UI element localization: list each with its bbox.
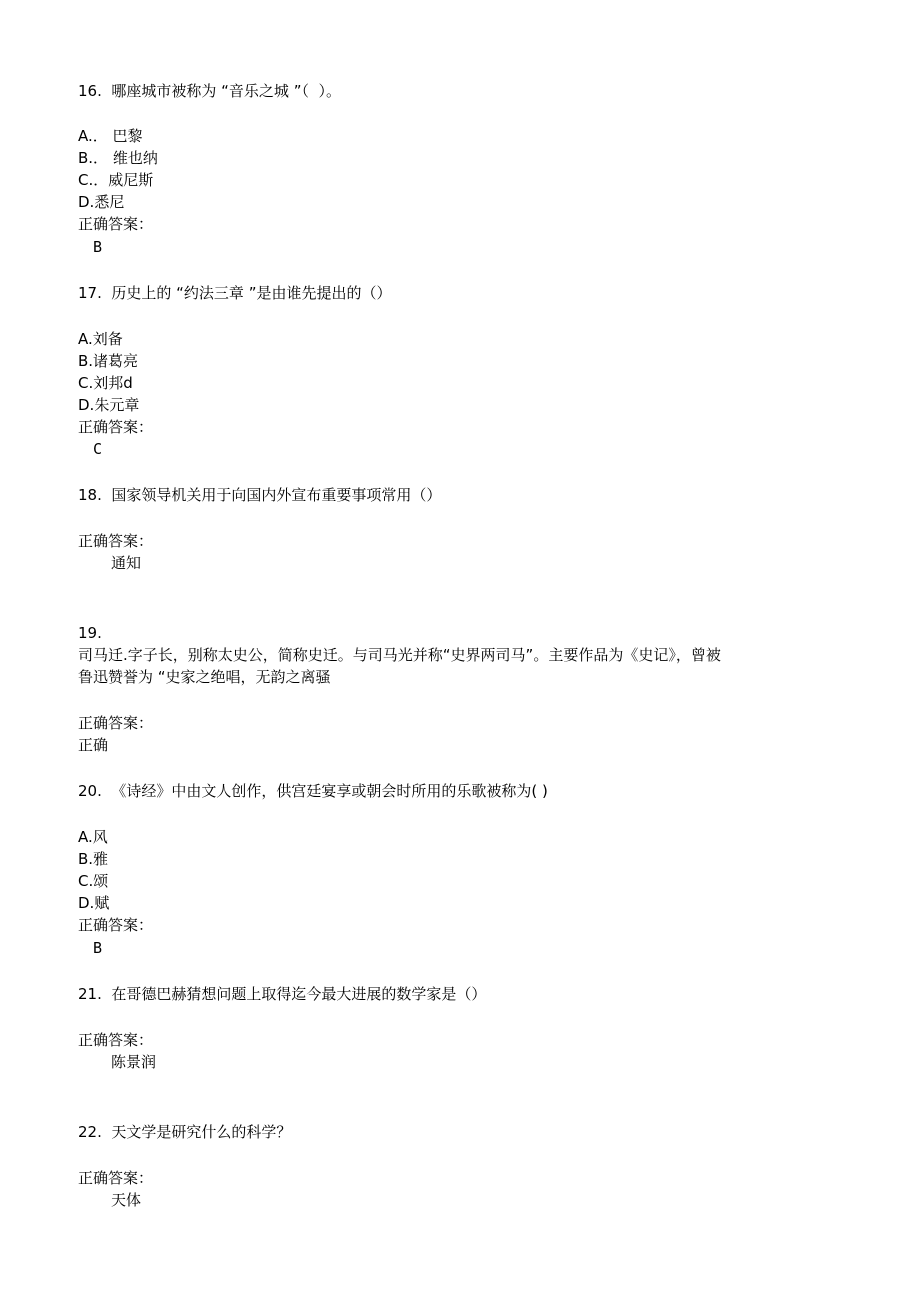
question-17-option-c: C.刘邦d: [78, 374, 133, 392]
question-17-answer: C: [93, 440, 103, 458]
question-20-stem: 20. 《诗经》中由文人创作，供宫廷宴享或朝会时所用的乐歌被称为( ): [78, 782, 548, 800]
question-19-number: 19.: [78, 624, 102, 642]
question-16-answer: B: [93, 238, 103, 256]
question-17-stem: 17. 历史上的 “约法三章 ”是由谁先提出的（）: [78, 284, 392, 302]
question-18-answer: 通知: [111, 554, 142, 572]
question-21-stem: 21. 在哥德巴赫猜想问题上取得迄今最大进展的数学家是（）: [78, 985, 487, 1003]
question-16-answer-label: 正确答案：: [78, 215, 154, 233]
question-20-answer-label: 正确答案：: [78, 916, 154, 934]
question-20-option-c: C.颂: [78, 872, 109, 890]
question-20-option-b: B.雅: [78, 850, 109, 868]
question-21-answer-label: 正确答案：: [78, 1031, 154, 1049]
question-20-option-d: D.赋: [78, 894, 110, 912]
question-16-option-c: C.．威尼斯: [78, 171, 154, 189]
question-20-option-a: A.风: [78, 828, 108, 846]
question-17-answer-label: 正确答案：: [78, 418, 154, 436]
question-22-stem: 22. 天文学是研究什么的科学？: [78, 1123, 292, 1141]
question-20-answer: B: [93, 939, 103, 957]
question-17-option-d: D.朱元章: [78, 396, 140, 414]
question-21-answer: 陈景润: [111, 1053, 157, 1071]
question-19-answer: 正确: [78, 736, 109, 754]
question-19-stem-line-1: 司马迁.字子长，别称太史公，简称史迁。与司马光并称“史界两司马”。主要作品为《史记》，曾被: [78, 646, 721, 664]
question-16-option-b: B.． 维也纳: [78, 149, 158, 167]
question-19-answer-label: 正确答案：: [78, 714, 154, 732]
question-16-option-d: D.悉尼: [78, 193, 125, 211]
question-16-stem: 16. 哪座城市被称为 “音乐之城 ”（ ）。: [78, 82, 342, 100]
question-17-option-a: A.刘备: [78, 330, 123, 348]
question-17-option-b: B.诸葛亮: [78, 352, 139, 370]
question-22-answer: 天体: [111, 1191, 142, 1209]
question-18-answer-label: 正确答案：: [78, 532, 154, 550]
question-22-answer-label: 正确答案：: [78, 1169, 154, 1187]
question-16-option-a: A.． 巴黎: [78, 127, 143, 145]
question-18-stem: 18. 国家领导机关用于向国内外宣布重要事项常用（）: [78, 486, 442, 504]
question-19-stem-line-2: 鲁迅赞誉为 “史家之绝唱，无韵之离骚: [78, 668, 331, 686]
